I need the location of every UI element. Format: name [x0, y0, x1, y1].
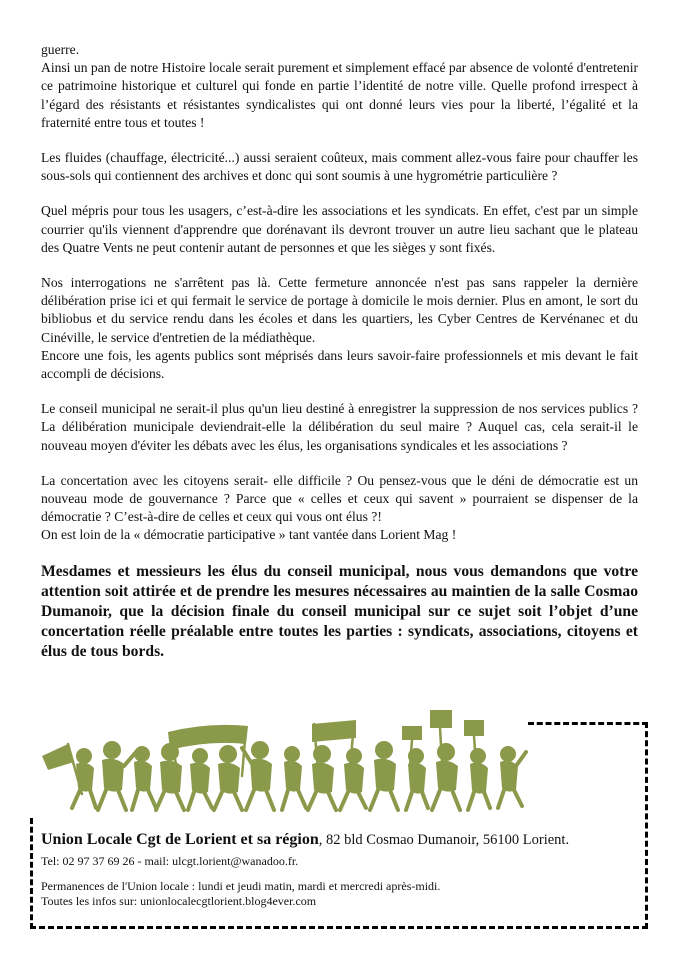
footer-frame-top-border	[528, 722, 648, 725]
paragraph-line: guerre.	[41, 42, 80, 57]
paragraph-fluids	[41, 149, 638, 185]
organization-name: Union Locale Cgt de Lorient et sa région	[41, 831, 319, 848]
contact-info: Tel: 02 97 37 69 26 - mail: ulcgt.lorient@wanadoo.fr.	[41, 854, 299, 868]
paragraph-line: Les fluides (chauffage, électricité...) aussi seraient coûteux, mais comment allez-vous faire pour chauffer les sous-sols qui contiennent des archives et donc qui sont soumis à une hygrométrie particulière ?	[41, 150, 638, 184]
paragraph-line: Encore une fois, les agents publics sont méprisés dans leurs savoir-faire professionnels et mis devant le fait accompli de décisions.	[41, 347, 638, 382]
document-body	[41, 41, 638, 679]
paragraph-users	[41, 202, 638, 257]
footer-frame-bottom-border	[30, 926, 648, 929]
paragraph-interrogations	[41, 274, 638, 383]
footer-frame-left-border	[30, 818, 33, 929]
paragraph-line: Nos interrogations ne s'arrêtent pas là. Cette fermeture annoncée n'est pas sans rappeler la dernière délibération prise ici et qui fermait le service de portage à domicile le mois dernier. Plus en amont, le sort du bibliobus et du service rendu dans les écoles et dans les quartiers, les Cyber Centres de Kervénanec et du Cinéville, le service d'entretien de la médiathèque.	[41, 275, 638, 345]
footer-contact-block	[41, 830, 641, 909]
paragraph-line: Le conseil municipal ne serait-il plus qu'un lieu destiné à enregistrer la suppression de nos services publics ? La délibération municipale deviendrait-elle la délibération du seul maire ? Auquel cas, cela serait-il le nouveau moyen d'éviter les débats avec les élus, les organisations syndicales et les associations ?	[41, 401, 638, 453]
paragraph-concertation	[41, 472, 638, 545]
paragraph-line: Ainsi un pan de notre Histoire locale serait purement et simplement effacé par absence de volonté d'entretenir ce patrimoine historique et culturel qui fonde en partie l’identité de notre ville. Quelle profond irrespect à l’égard des résistants et résistantes syndicalistes qui ont donné leurs vies pour la liberté, l’égalité et la fraternité entre tous et toutes !	[41, 60, 638, 130]
organization-line	[41, 830, 641, 850]
website-info: Toutes les infos sur: unionlocalecgtlorient.blog4ever.com	[41, 894, 317, 908]
paragraph-line: Quel mépris pour tous les usagers, c’est-à-dire les associations et les syndicats. En effet, c'est par un simple courrier qu'ils viennent d'apprendre que dorénavant ils devront trouver un autre lieu sachant que le plateau des Quatre Vents ne peut contenir autant de personnes et que les sièges y sont fixés.	[41, 203, 638, 255]
appeal-paragraph: Mesdames et messieurs les élus du conseil municipal, nous vous demandons que votre attention soit attirée et de prendre les mesures nécessaires au maintien de la salle Cosmao Dumanoir, que la décision finale du conseil municipal sur ce sujet soit l’objet d’une concertation réelle préalable entre toutes les parties : syndicats, associations, citoyens et élus de tous bords.	[41, 562, 638, 660]
paragraph-line: La concertation avec les citoyens serait- elle difficile ? Ou pensez-vous que le déni de démocratie est un nouveau mode de gouvernance ? Parce que « celles et ceux qui savent » pourraient se dispenser de la démocratie ? C’est-à-dire de celles et ceux qui vous ont élus ?!	[41, 472, 638, 525]
footer-frame-right-border	[645, 722, 648, 929]
paragraph-heritage	[41, 41, 638, 132]
paragraph-line: On est loin de la « démocratie participative » tant vantée dans Lorient Mag !	[41, 527, 457, 543]
opening-hours: Permanences de l'Union locale : lundi et jeudi matin, mardi et mercredi après-midi.	[41, 879, 441, 893]
marching-crowd-illustration	[38, 704, 528, 814]
organization-address: , 82 bld Cosmao Dumanoir, 56100 Lorient.	[318, 832, 570, 848]
paragraph-council	[41, 400, 638, 455]
